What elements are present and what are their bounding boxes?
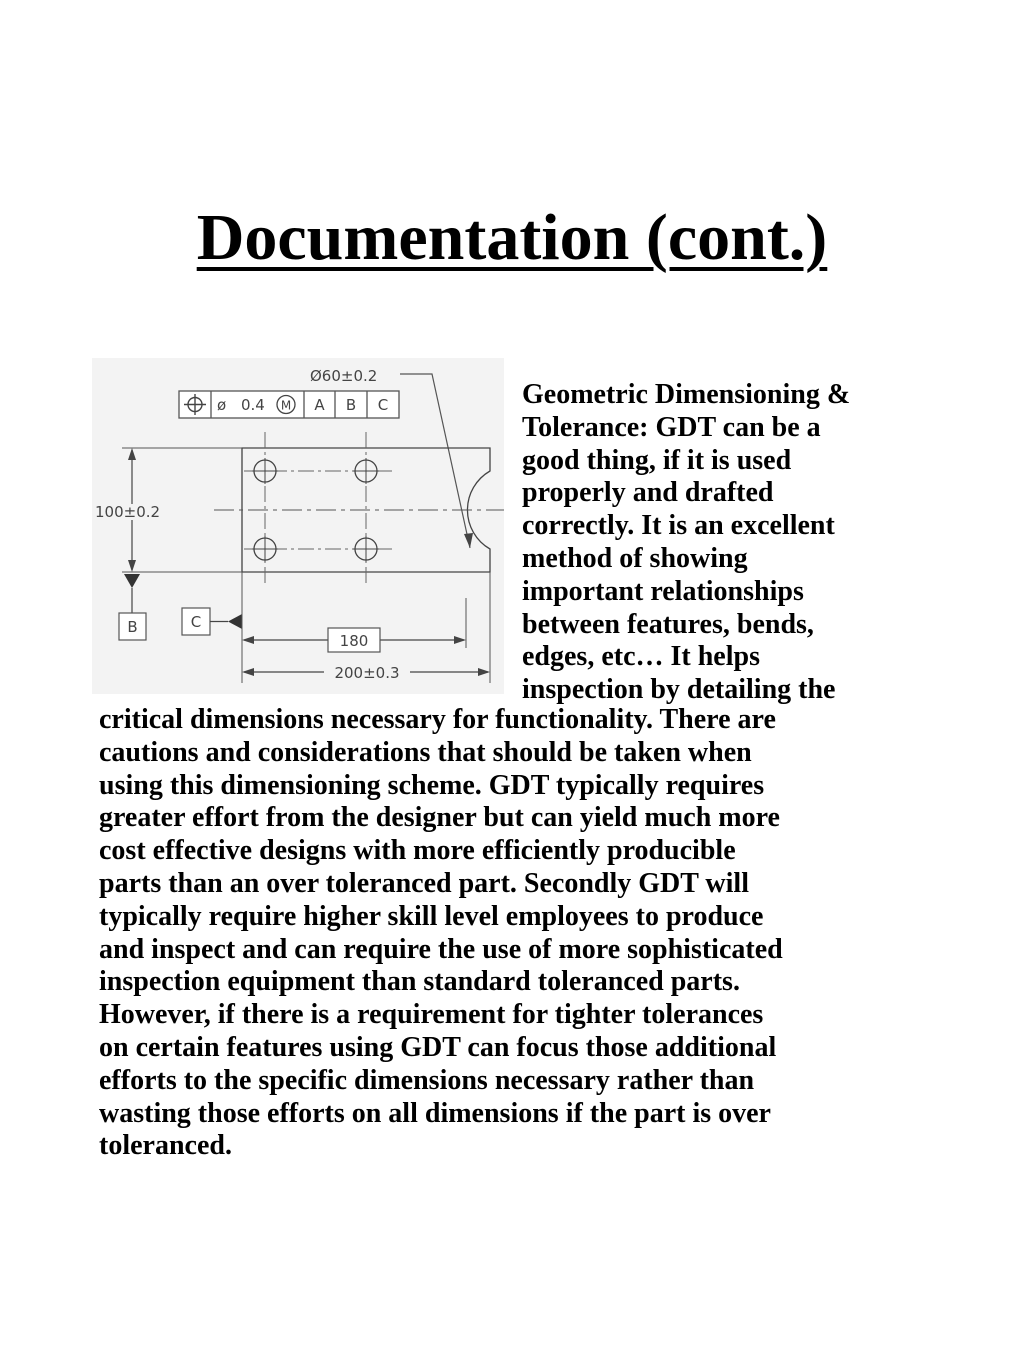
fcf-tolerance-value: 0.4 bbox=[241, 396, 265, 414]
fcf-diameter-symbol: ø bbox=[217, 396, 227, 414]
datum-c-tag: C bbox=[190, 613, 202, 631]
body-text-intro: Geometric Dimensioning & Tolerance: GDT can be a good thing, if it is used properly and drafted correctly. It is an excellent method of showing important relationships between features, bends, edges, etc… It helps inspection by detailing the bbox=[522, 379, 851, 706]
body-text-main: critical dimensions necessary for functionality. There are cautions and considerations that should be taken when using this dimensioning scheme. GDT typically requires greater effort from the designer but can yield much more cost effective designs with more efficiently producible parts than an over toleranced part. Secondly GDT will typically require higher skill level employees to produce and inspect and can require the use of more sophisticated inspection equipment than standard toleranced parts. However, if there is a requirement for tighter tolerances on certain features using GDT can focus those additional efforts to the specific dimensions necessary rather than wasting those efforts on all dimensions if the part is over toleranced. bbox=[99, 704, 783, 1162]
gdt-drawing bbox=[92, 358, 504, 694]
spacing-dimension-text: 180 bbox=[339, 632, 369, 650]
diameter-callout: Ø60±0.2 bbox=[310, 367, 378, 385]
fcf-datum-c: C bbox=[377, 396, 389, 414]
mmc-modifier-text: M bbox=[280, 398, 292, 413]
length-dimension-text: 200±0.3 bbox=[334, 664, 400, 682]
gdt-drawing-svg bbox=[92, 358, 504, 694]
datum-b-tag: B bbox=[127, 618, 138, 636]
slide-title: Documentation (cont.) bbox=[196, 201, 828, 274]
fcf-datum-a: A bbox=[314, 396, 325, 414]
fcf-datum-b: B bbox=[345, 396, 357, 414]
height-dimension-text: 100±0.2 bbox=[95, 503, 161, 521]
